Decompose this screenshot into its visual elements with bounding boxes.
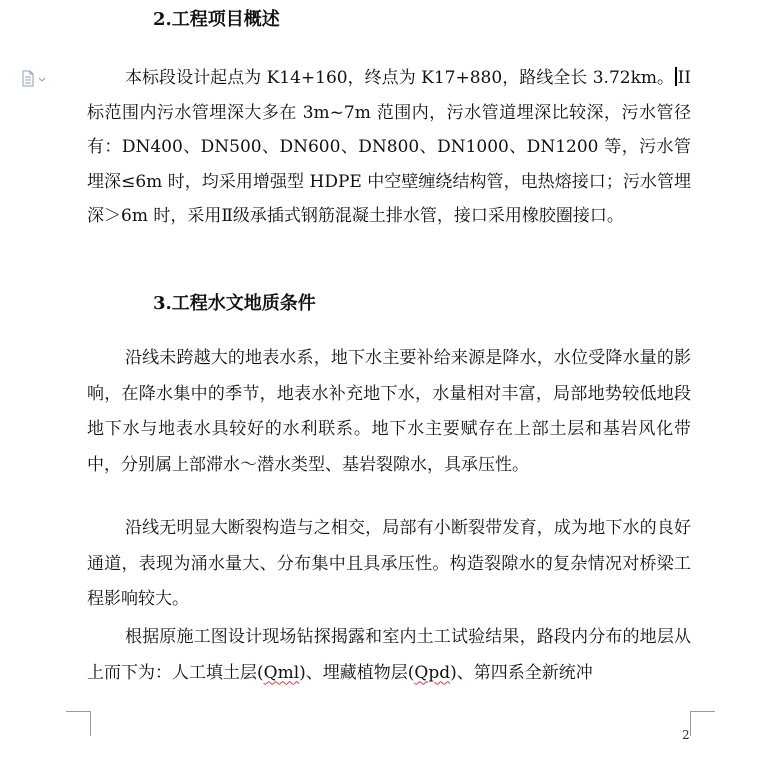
section-3-paragraph-2: 沿线无明显大断裂构造与之相交，局部有小断裂带发育，成为地下水的良好通道，表现为涌水量大、分布集中且具承压性。构造裂隙水的复杂情况对桥梁工程影响较大。 (87, 518, 691, 609)
paragraph-text: 根据原施工图设计现场钻探揭露和室内土工试验结果，路段内分布的地层从上而下为：人工填土层( (87, 627, 691, 683)
section-3-paragraph-3 (87, 620, 691, 691)
spellcheck-word[interactable]: Qml (263, 662, 300, 683)
section-3-paragraph-1: 沿线未跨越大的地表水系，地下水主要补给来源是降水，水位受降水量的影响，在降水集中的季节，地表水补充地下水，水量相对丰富，局部地势较低地段地下水与地表水具较好的水利联系。地下水主要赋存在上部土层和基岩风化带中，分别属上部滞水～潜水类型、基岩裂隙水，具承压性。 (87, 348, 691, 475)
page-corner-mark-left (66, 711, 91, 736)
text-cursor (675, 67, 677, 86)
page-corner-mark-right (690, 711, 715, 736)
paragraph-text: II 标范围内污水管埋深大多在 3m~7m 范围内，污水管道埋深比较深，污水管径有：DN400、DN500、DN600、DN800、DN1000、DN1200 等，污水管埋深≤6m 时，均采用增强型 HDPE 中空壁缠绕结构管，电热熔接口；污水管埋深＞6m 时，采用Ⅱ级承插式钢筋混凝土排水管，接口采用橡胶圈接口。 (87, 68, 691, 226)
document-icon (20, 70, 50, 88)
section-2-heading: 2.工程项目概述 (153, 9, 280, 30)
paragraph-text: 本标段设计起点为 K14+160，终点为 K17+880，路线全长 3.72km。 (125, 68, 675, 88)
section-3-heading: 3.工程水文地质条件 (153, 293, 316, 314)
paragraph-marker[interactable] (20, 70, 50, 88)
paragraph-text: )、第四系全新统冲 (450, 662, 593, 683)
paragraph-text: )、埋藏植物层( (299, 662, 415, 683)
section-2-paragraph (87, 61, 691, 234)
page-number: 2 (682, 728, 690, 742)
spellcheck-word[interactable]: Qpd (414, 662, 451, 683)
